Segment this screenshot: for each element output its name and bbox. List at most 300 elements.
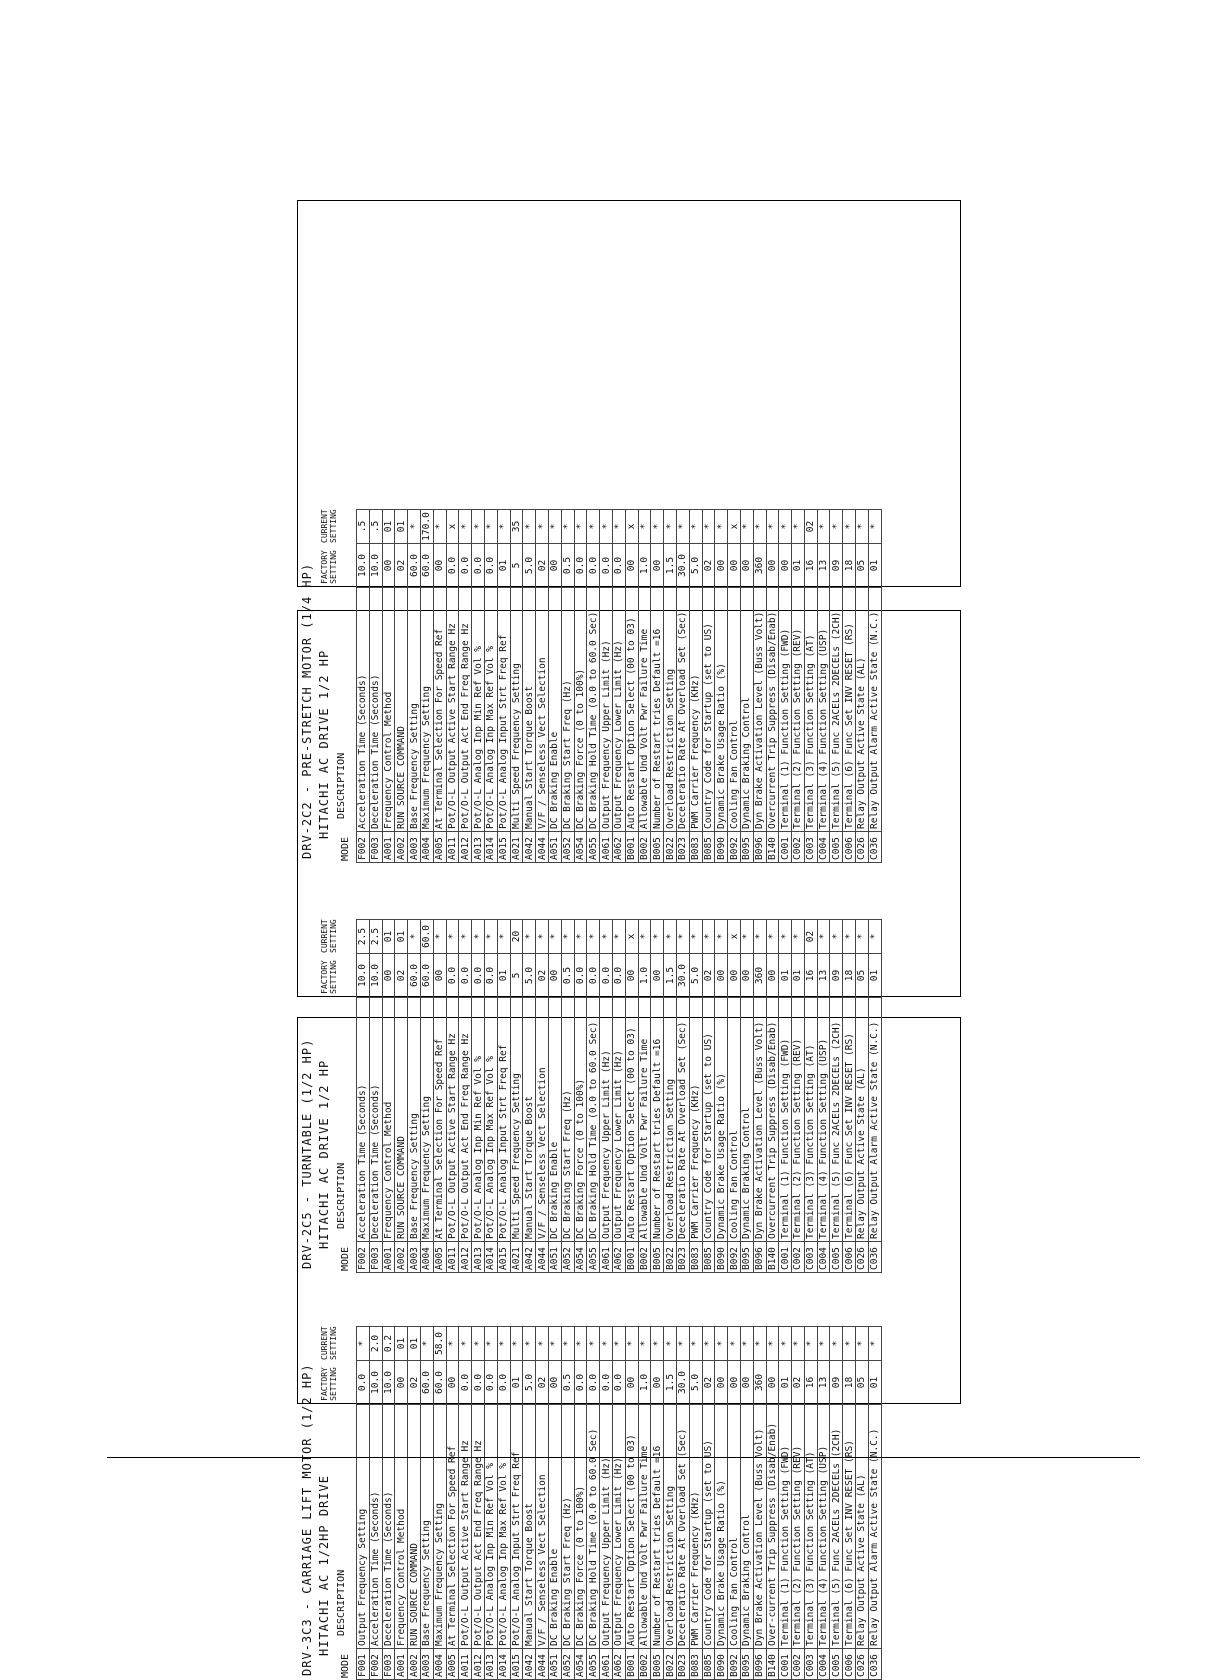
table-row: [638, 510, 651, 863]
description-cell: Dynamic Braking Control: [740, 1405, 753, 1649]
current-setting-cell: 35: [510, 510, 523, 544]
description-cell: Overload Restriction Setting: [664, 1405, 677, 1649]
table-row: [868, 1327, 881, 1680]
current-setting-cell: *: [728, 1327, 741, 1361]
factory-setting-cell: 5.0: [523, 954, 536, 998]
table-row: [728, 510, 741, 863]
table-row: [689, 920, 702, 1273]
mode-cell: C001: [779, 832, 792, 863]
current-setting-cell: *: [510, 1327, 523, 1361]
description-cell: Multi Speed Frequency Setting: [510, 998, 523, 1242]
factory-setting-cell: 60.0: [408, 954, 421, 998]
current-setting-cell: *: [792, 1327, 805, 1361]
mode-cell: B085: [702, 1649, 715, 1680]
mode-cell: C006: [843, 1242, 856, 1273]
mode-cell: A001: [382, 1242, 395, 1273]
current-setting-cell: *: [843, 920, 856, 954]
factory-setting-cell: 0.0: [574, 544, 587, 588]
factory-setting-cell: 13: [817, 544, 830, 588]
description-cell: At Terminal Selection For Speed Ref: [446, 1405, 459, 1649]
factory-setting-cell: 05: [856, 544, 869, 588]
mode-cell: A044: [536, 1649, 549, 1680]
table-row: [408, 1327, 421, 1680]
factory-setting-cell: 5.0: [689, 954, 702, 998]
table-row: [472, 920, 485, 1273]
factory-setting-cell: 00: [715, 1361, 728, 1405]
column-header-mode: MODE: [340, 1653, 351, 1678]
current-setting-cell: *: [638, 510, 651, 544]
current-setting-cell: 60.0: [420, 920, 433, 954]
table-row: [484, 1327, 497, 1680]
factory-setting-cell: 01: [868, 1361, 881, 1405]
description-cell: PWM Carrier Frequency (KHz): [689, 998, 702, 1242]
factory-setting-cell: 01: [510, 1361, 523, 1405]
mode-cell: B022: [664, 1649, 677, 1680]
footer-rule: [107, 1457, 1140, 1458]
current-setting-cell: *: [792, 510, 805, 544]
table-row: [420, 1327, 433, 1680]
description-cell: Multi Speed Frequency Setting: [510, 588, 523, 832]
mode-cell: A012: [472, 1649, 485, 1680]
factory-setting-cell: 18: [843, 954, 856, 998]
current-setting-cell: 01: [395, 920, 408, 954]
current-setting-cell: *: [357, 1327, 370, 1361]
mode-cell: A013: [484, 1649, 497, 1680]
description-cell: Deceleratio Rate At Overload Set (Sec): [676, 588, 689, 832]
factory-setting-cell: 10.0: [369, 544, 382, 588]
mode-cell: B085: [702, 1242, 715, 1273]
carriage-lift-parameter-table: [356, 1326, 882, 1680]
table-row: [510, 920, 523, 1273]
table-row: [497, 1327, 510, 1680]
table-row: [357, 510, 370, 863]
mode-cell: A052: [561, 1242, 574, 1273]
table-row: [689, 1327, 702, 1680]
table-row: [830, 510, 843, 863]
factory-setting-cell: 10.0: [357, 954, 370, 998]
factory-setting-cell: 00: [715, 954, 728, 998]
mode-cell: B083: [689, 1649, 702, 1680]
factory-setting-cell: 0.0: [446, 544, 459, 588]
column-header-mode: MODE: [340, 836, 351, 861]
current-setting-cell: *: [856, 1327, 869, 1361]
factory-setting-cell: 5: [510, 544, 523, 588]
description-cell: Terminal (2) Function Setting (REV): [792, 588, 805, 832]
description-cell: Deceleration Time (Seconds): [369, 998, 382, 1242]
description-cell: Output Frequency Lower Limit (Hz): [612, 1405, 625, 1649]
factory-setting-cell: 00: [728, 954, 741, 998]
current-setting-cell: *: [740, 510, 753, 544]
current-setting-cell: *: [600, 920, 613, 954]
description-cell: Acceleration Time (Seconds): [369, 1405, 382, 1649]
table-row: [766, 1327, 779, 1680]
table-row: [395, 1327, 408, 1680]
table-row: [868, 920, 881, 1273]
description-cell: Relay Output Alarm Active State (N.C.): [868, 998, 881, 1242]
mode-cell: A015: [497, 832, 510, 863]
current-setting-cell: *: [561, 1327, 574, 1361]
table-row: [804, 920, 817, 1273]
table-row: [740, 510, 753, 863]
mode-cell: B096: [753, 1242, 766, 1273]
current-setting-cell: *: [664, 920, 677, 954]
current-setting-cell: *: [497, 1327, 510, 1361]
mode-cell: A005: [433, 1242, 446, 1273]
factory-setting-cell: 01: [868, 954, 881, 998]
current-setting-cell: *: [408, 920, 421, 954]
factory-setting-cell: 00: [766, 954, 779, 998]
current-setting-cell: *: [804, 1327, 817, 1361]
mode-cell: B095: [740, 1649, 753, 1680]
table-row: [868, 510, 881, 863]
mode-cell: C004: [817, 832, 830, 863]
mode-cell: B022: [664, 1242, 677, 1273]
current-setting-cell: *: [446, 920, 459, 954]
factory-setting-cell: 16: [804, 1361, 817, 1405]
mode-cell: C036: [868, 832, 881, 863]
column-header-factory-setting: FACTORY SETTING: [320, 1367, 338, 1401]
description-cell: Terminal (2) Function Setting (REV): [792, 1405, 805, 1649]
description-cell: Terminal (2) Function Setting (REV): [792, 998, 805, 1242]
factory-setting-cell: 02: [408, 1361, 421, 1405]
current-setting-cell: *: [676, 920, 689, 954]
table-row: [792, 1327, 805, 1680]
current-setting-cell: 58.0: [433, 1327, 446, 1361]
current-setting-cell: *: [497, 510, 510, 544]
mode-cell: C005: [830, 832, 843, 863]
current-setting-cell: *: [702, 510, 715, 544]
table-row: [676, 1327, 689, 1680]
mode-cell: B090: [715, 832, 728, 863]
mode-cell: C004: [817, 1242, 830, 1273]
current-setting-cell: 2.5: [357, 920, 370, 954]
description-cell: Overload Restriction Setting: [664, 998, 677, 1242]
description-cell: Pot/O-L Analog Inp Min Ref Vol %: [472, 588, 485, 832]
mode-cell: B095: [740, 832, 753, 863]
table-row: [510, 1327, 523, 1680]
current-setting-cell: *: [484, 510, 497, 544]
factory-setting-cell: 0.0: [459, 954, 472, 998]
table-row: [843, 510, 856, 863]
factory-setting-cell: 1.5: [664, 954, 677, 998]
current-setting-cell: *: [472, 920, 485, 954]
description-cell: Manual Start Torque Boost: [523, 1405, 536, 1649]
description-cell: Output Frequency Lower Limit (Hz): [612, 588, 625, 832]
mode-cell: A004: [420, 1242, 433, 1273]
current-setting-cell: *: [459, 1327, 472, 1361]
current-setting-cell: *: [651, 920, 664, 954]
table-row: [408, 510, 421, 863]
current-setting-cell: *: [459, 510, 472, 544]
mode-cell: A011: [459, 1649, 472, 1680]
column-header-description: DESCRIPTION: [336, 752, 347, 819]
table-row: [612, 1327, 625, 1680]
description-cell: Output Frequency Upper Limit (Hz): [600, 998, 613, 1242]
current-setting-cell: *: [587, 510, 600, 544]
table-row: [651, 1327, 664, 1680]
table-row: [625, 920, 638, 1273]
factory-setting-cell: 10.0: [357, 544, 370, 588]
description-cell: Pot/O-L Output Act End Freq Range Hz: [459, 588, 472, 832]
table-row: [484, 920, 497, 1273]
description-cell: Auto Restart Option Select (00 to 03): [625, 1405, 638, 1649]
description-cell: DC Braking Force (0 to 100%): [574, 588, 587, 832]
description-cell: RUN SOURCE COMMAND: [395, 588, 408, 832]
description-cell: Number of Restart tries Default =16: [651, 998, 664, 1242]
description-cell: Deceleration Time (Seconds): [382, 1405, 395, 1649]
current-setting-cell: *: [433, 510, 446, 544]
table-row: [817, 1327, 830, 1680]
description-cell: Output Frequency Lower Limit (Hz): [612, 998, 625, 1242]
current-setting-cell: *: [702, 920, 715, 954]
description-cell: Pot/O-L Analog Input Strt Freq Ref: [510, 1405, 523, 1649]
description-cell: Terminal (6) Func Set INV RESET (RS): [843, 1405, 856, 1649]
mode-cell: C002: [792, 1649, 805, 1680]
factory-setting-cell: 60.0: [408, 544, 421, 588]
description-cell: Acceleration Time (Seconds): [357, 998, 370, 1242]
table-row: [728, 1327, 741, 1680]
current-setting-cell: *: [638, 920, 651, 954]
description-cell: Relay Output Active State (AL): [856, 588, 869, 832]
current-setting-cell: 2.0: [369, 1327, 382, 1361]
current-setting-cell: *: [779, 920, 792, 954]
mode-cell: F002: [369, 1649, 382, 1680]
current-setting-cell: *: [587, 920, 600, 954]
factory-setting-cell: 00: [766, 1361, 779, 1405]
table-row: [369, 1327, 382, 1680]
current-setting-cell: *: [689, 1327, 702, 1361]
factory-setting-cell: 00: [548, 1361, 561, 1405]
current-setting-cell: *: [664, 510, 677, 544]
mode-cell: A004: [420, 832, 433, 863]
column-header-current-setting: CURRENT SETTING: [320, 1326, 338, 1360]
table-row: [369, 920, 382, 1273]
description-cell: Country Code for Startup (set to US): [702, 1405, 715, 1649]
current-setting-cell: *: [676, 1327, 689, 1361]
table-row: [472, 1327, 485, 1680]
mode-cell: A042: [523, 1649, 536, 1680]
factory-setting-cell: 00: [740, 1361, 753, 1405]
current-setting-cell: *: [472, 510, 485, 544]
factory-setting-cell: 0.0: [446, 954, 459, 998]
factory-setting-cell: 02: [702, 1361, 715, 1405]
table-row: [395, 510, 408, 863]
table-row: [792, 920, 805, 1273]
factory-setting-cell: 0.5: [561, 954, 574, 998]
table-row: [804, 1327, 817, 1680]
description-cell: Output Frequency Upper Limit (Hz): [600, 588, 613, 832]
factory-setting-cell: 09: [830, 954, 843, 998]
factory-setting-cell: 18: [843, 544, 856, 588]
mode-cell: A054: [574, 1242, 587, 1273]
mode-cell: A021: [510, 832, 523, 863]
factory-setting-cell: 00: [779, 544, 792, 588]
mode-cell: A061: [600, 1649, 613, 1680]
mode-cell: A044: [536, 1242, 549, 1273]
current-setting-cell: *: [715, 920, 728, 954]
column-header-factory-setting: FACTORY SETTING: [320, 960, 338, 994]
factory-setting-cell: 1.0: [638, 544, 651, 588]
mode-cell: B005: [651, 832, 664, 863]
current-setting-cell: *: [817, 510, 830, 544]
table-row: [433, 1327, 446, 1680]
turntable-parameter-table: [356, 919, 882, 1273]
current-setting-cell: *: [689, 920, 702, 954]
current-setting-cell: *: [792, 920, 805, 954]
table-row: [561, 510, 574, 863]
factory-setting-cell: 00: [728, 1361, 741, 1405]
factory-setting-cell: 00: [548, 954, 561, 998]
table-row: [856, 510, 869, 863]
description-cell: Pot/O-L Analog Input Strt Freq Ref: [497, 998, 510, 1242]
mode-cell: C002: [792, 832, 805, 863]
current-setting-cell: *: [753, 1327, 766, 1361]
current-setting-cell: *: [715, 510, 728, 544]
current-setting-cell: *: [779, 510, 792, 544]
current-setting-cell: *: [600, 1327, 613, 1361]
mode-cell: B083: [689, 1242, 702, 1273]
mode-cell: A062: [612, 1649, 625, 1680]
current-setting-cell: *: [868, 510, 881, 544]
mode-cell: A062: [612, 832, 625, 863]
description-cell: Terminal (5) Func 2ACELs 2DECELs (2CH): [830, 998, 843, 1242]
factory-setting-cell: 0.0: [587, 544, 600, 588]
current-setting-cell: *: [740, 920, 753, 954]
description-cell: Frequency Control Method: [395, 1405, 408, 1649]
factory-setting-cell: 360: [753, 544, 766, 588]
current-setting-cell: *: [843, 510, 856, 544]
factory-setting-cell: 5.0: [523, 544, 536, 588]
factory-setting-cell: 01: [868, 544, 881, 588]
description-cell: Terminal (5) Func 2ACELs 2DECELs (2CH): [830, 588, 843, 832]
mode-cell: A002: [395, 1242, 408, 1273]
mode-cell: A012: [459, 1242, 472, 1273]
description-cell: V/F / Senseless Vect Selection: [536, 1405, 549, 1649]
factory-setting-cell: 02: [702, 954, 715, 998]
table-row: [664, 1327, 677, 1680]
factory-setting-cell: 00: [740, 544, 753, 588]
table-row: [830, 1327, 843, 1680]
description-cell: Terminal (4) Function Setting (USP): [817, 588, 830, 832]
factory-setting-cell: 1.5: [664, 1361, 677, 1405]
mode-cell: C026: [856, 832, 869, 863]
factory-setting-cell: 05: [856, 1361, 869, 1405]
mode-cell: B090: [715, 1242, 728, 1273]
mode-cell: B140: [766, 1649, 779, 1680]
description-cell: Dyn Brake Activation Level (Buss Volt): [753, 588, 766, 832]
description-cell: Terminal (4) Function Setting (USP): [817, 1405, 830, 1649]
table-row: [382, 1327, 395, 1680]
description-cell: Terminal (4) Function Setting (USP): [817, 998, 830, 1242]
factory-setting-cell: 00: [446, 1361, 459, 1405]
factory-setting-cell: 60.0: [433, 1361, 446, 1405]
factory-setting-cell: 00: [625, 544, 638, 588]
description-cell: Dynamic Braking Control: [740, 998, 753, 1242]
current-setting-cell: *: [651, 1327, 664, 1361]
factory-setting-cell: 30.0: [676, 954, 689, 998]
description-cell: Pot/O-L Output Act End Freq Range Hz: [459, 998, 472, 1242]
mode-cell: A044: [536, 832, 549, 863]
table-row: [766, 920, 779, 1273]
description-cell: V/F / Senseless Vect Selection: [536, 998, 549, 1242]
table-row: [638, 920, 651, 1273]
description-cell: Base Frequency Setting: [408, 998, 421, 1242]
description-cell: Maximum Frequency Setting: [420, 998, 433, 1242]
description-cell: Output Frequency Setting: [357, 1405, 370, 1649]
factory-setting-cell: 360: [753, 1361, 766, 1405]
table-row: [625, 510, 638, 863]
column-header-mode: MODE: [340, 1246, 351, 1271]
table-row: [817, 510, 830, 863]
table-row: [843, 1327, 856, 1680]
current-setting-cell: *: [574, 510, 587, 544]
current-setting-cell: 20: [510, 920, 523, 954]
current-setting-cell: *: [612, 1327, 625, 1361]
table-row: [395, 920, 408, 1273]
table-row: [459, 1327, 472, 1680]
current-setting-cell: *: [497, 920, 510, 954]
mode-cell: C005: [830, 1649, 843, 1680]
current-setting-cell: *: [484, 1327, 497, 1361]
factory-setting-cell: 13: [817, 954, 830, 998]
current-setting-cell: *: [523, 1327, 536, 1361]
table-row: [702, 1327, 715, 1680]
current-setting-cell: x: [728, 920, 741, 954]
mode-cell: B085: [702, 832, 715, 863]
mode-cell: B023: [676, 1242, 689, 1273]
table-row: [779, 1327, 792, 1680]
mode-cell: B001: [625, 1649, 638, 1680]
factory-setting-cell: 0.0: [612, 954, 625, 998]
description-cell: Dynamic Brake Usage Ratio (%): [715, 588, 728, 832]
factory-setting-cell: 02: [536, 1361, 549, 1405]
description-cell: At Terminal Selection For Speed Ref: [433, 588, 446, 832]
factory-setting-cell: 1.0: [638, 1361, 651, 1405]
factory-setting-cell: 10.0: [382, 1361, 395, 1405]
current-setting-cell: 01: [382, 510, 395, 544]
factory-setting-cell: 00: [382, 544, 395, 588]
table-row: [856, 1327, 869, 1680]
factory-setting-cell: 00: [625, 1361, 638, 1405]
factory-setting-cell: 0.0: [357, 1361, 370, 1405]
current-setting-cell: *: [766, 510, 779, 544]
current-setting-cell: *: [523, 920, 536, 954]
mode-cell: B023: [676, 832, 689, 863]
description-cell: Frequency Control Method: [382, 998, 395, 1242]
factory-setting-cell: 00: [433, 954, 446, 998]
current-setting-cell: *: [856, 920, 869, 954]
current-setting-cell: *: [536, 1327, 549, 1361]
factory-setting-cell: 02: [395, 544, 408, 588]
table-row: [715, 510, 728, 863]
mode-cell: F003: [369, 832, 382, 863]
table-row: [574, 920, 587, 1273]
description-cell: Auto Restart Option Select (00 to 03): [625, 998, 638, 1242]
table-row: [446, 1327, 459, 1680]
table-row: [664, 510, 677, 863]
table-row: [420, 510, 433, 863]
factory-setting-cell: 00: [433, 544, 446, 588]
description-cell: RUN SOURCE COMMAND: [395, 998, 408, 1242]
description-cell: Dyn Brake Activation Level (Buss Volt): [753, 1405, 766, 1649]
mode-cell: B092: [728, 832, 741, 863]
description-cell: Deceleratio Rate At Overload Set (Sec): [676, 998, 689, 1242]
description-cell: Allowable Und Volt Pwr Failure Time: [638, 1405, 651, 1649]
description-cell: Terminal (1) Function Setting (FWD): [779, 1405, 792, 1649]
table-row: [484, 510, 497, 863]
table-row: [804, 510, 817, 863]
description-cell: Terminal (6) Func Set INV RESET (RS): [843, 998, 856, 1242]
